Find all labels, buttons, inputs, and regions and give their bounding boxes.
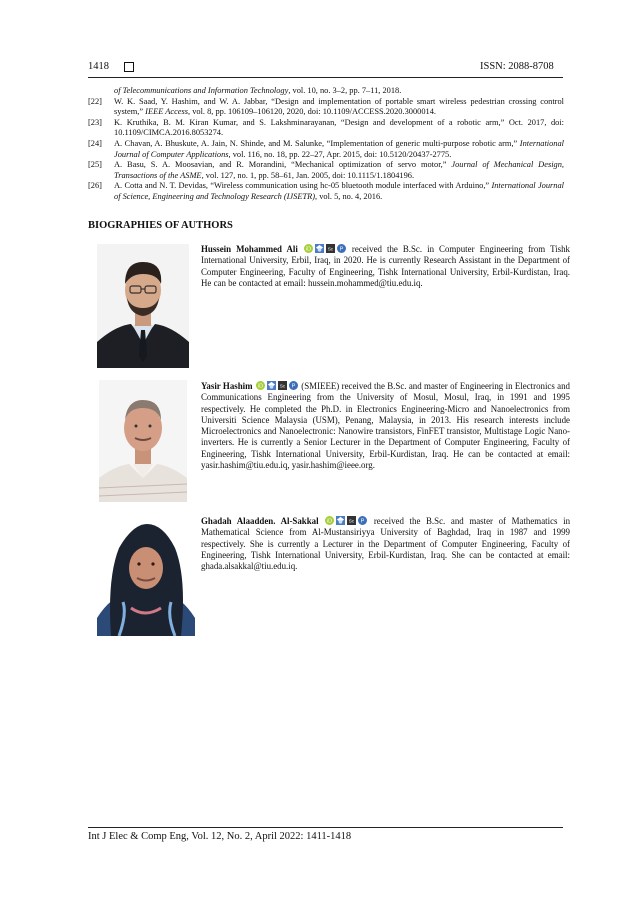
reference-venue: of Telecommunications and Information Technology: [114, 86, 289, 95]
svg-text:iD: iD: [257, 383, 263, 390]
reference-text: , vol. 5, no. 4, 2016.: [315, 191, 383, 201]
profile-icons: [255, 381, 299, 391]
issn: ISSN: 2088-8708: [480, 61, 554, 72]
reference-text: A. Cotta and N. T. Devidas, “Wireless communication using hc-05 bluetooth module interfaced with Arduino,”: [114, 181, 492, 191]
svg-text:Sc: Sc: [279, 383, 286, 389]
svg-text:iD: iD: [305, 246, 311, 253]
reference-venue: International Journal of Science, Engineering and Technology Research (IJSETR): [114, 181, 564, 201]
publons-icon[interactable]: [288, 381, 299, 391]
page-number: 1418: [88, 61, 109, 72]
footer-citation: Int J Elec & Comp Eng, Vol. 12, No. 2, April 2022: 1411-1418: [88, 831, 352, 842]
author-name: Yasir Hashim: [201, 381, 253, 391]
reference-text: , vol. 8, pp. 106109–106120, 2020, doi: 10.1109/ACCESS.2020.3000014.: [188, 107, 436, 117]
profile-icons: [303, 244, 347, 254]
author-photo-hussein: [97, 244, 189, 368]
reference-text: K. Kruthika, B. M. Kiran Kumar, and S. Lakshminarayanan, “Design and development of a robotic arm,” Oct. 2017, doi: 10.1109/CIMCA.2016.8053274.: [114, 117, 564, 138]
header-rule: [88, 77, 563, 78]
author-bio-hussein: [201, 244, 570, 289]
svg-text:Sc: Sc: [349, 518, 355, 524]
reference-text: , vol. 116, no. 18, pp. 22–27, Apr. 2015, doi: 10.5120/20437-2775.: [228, 149, 452, 159]
author-bio-text: (SMIEEE) received the B.Sc. and master of Engineering in Electronics and Communications Engineering from the University of Mosul, Mosul, Iraq, in 1991 and 1995 respectively. He completed the Ph.D. in Electronics Engineering-Micro and Nanoelectronics from Universiti Science Malaysia (USM), Penang, Malaysia, in 2013. His research interests include Microelectronics and Nanoelectronic: Nanowire transistors, FinFET transistor, Multistage Logic Nano-inverters. He is currently a Senior Lecturer in the Department of Computer Engineering, Faculty of Engineering, Tishk International University, Erbil-Kurdistan, Iraq. He can be contacted at email: yasir.hashim@tiu.edu.iq, yasir.hashim@ieee.org.: [201, 381, 570, 471]
svg-text:iD: iD: [327, 518, 333, 525]
reference-item: [88, 97, 564, 118]
author-name: Hussein Mohammed Ali: [201, 244, 298, 254]
scholar-icon[interactable]: [314, 244, 325, 254]
author-bio-text: received the B.Sc. and master of Mathematics in Mathematical Science from Al-Mustansiriyya University of Baghdad, Iraq in 1987 and 1999 respectively. She is currently a Lecturer in the Department of Computer Engineering, Faculty of Engineering, Tishk International University, Erbil-Kurdistan, Iraq. She can be contacted at email: ghada.alsakkal@tiu.edu.iq.: [201, 516, 571, 572]
reference-text: A. Chavan, A. Bhuskute, A. Jain, N. Shinde, and M. Salunke, “Implementation of generic multi-purpose robotic arm,”: [114, 138, 520, 148]
reference-item: [88, 118, 564, 139]
reference-venue: International Journal of Computer Applications: [114, 138, 564, 159]
scopus-icon[interactable]: [325, 244, 336, 254]
reference-number: [22]: [88, 96, 102, 106]
orcid-icon[interactable]: [255, 381, 266, 391]
reference-number: [25]: [88, 160, 102, 170]
scopus-icon[interactable]: [277, 381, 288, 391]
checkbox-square-icon: [124, 62, 134, 72]
reference-item: [88, 139, 564, 160]
author-photo-yasir: [99, 380, 187, 502]
footer-rule: [88, 827, 563, 828]
orcid-icon[interactable]: [324, 516, 335, 526]
scholar-icon[interactable]: [266, 381, 277, 391]
reference-text: , vol. 127, no. 1, pp. 58–61, Jan. 2005, doi: 10.1115/1.1804196.: [201, 170, 415, 180]
reference-venue: Journal of Mechanical Design, Transactions of the ASME: [114, 160, 564, 180]
author-bio-text: received the B.Sc. in Computer Engineering from Tishk International University, Erbil, Iraq, in 2020. He is currently Research Assistant in the Department of Computer Engineering, Faculty of Engineering, Tishk International University, Erbil-Kurdistan, Iraq. He can be contacted at email: hussein.mohammed@tiu.edu.iq.: [201, 244, 570, 288]
reference-text: W. K. Saad, Y. Hashim, and W. A. Jabbar, “Design and implementation of portable smart wireless pedestrian crossing control system,”: [114, 96, 564, 117]
scholar-icon[interactable]: [335, 516, 346, 526]
author-bio-ghadah: [201, 516, 570, 572]
publons-icon[interactable]: [336, 244, 347, 254]
svg-text:Sc: Sc: [327, 246, 334, 252]
reference-item: [88, 181, 564, 202]
section-title: BIOGRAPHIES OF AUTHORS: [88, 220, 233, 231]
reference-text: A. Basu, S. A. Moosavian, and R. Morandini, “Mechanical optimization of servo motor,”: [114, 160, 452, 170]
author-bio-yasir: [201, 381, 570, 471]
author-name: Ghadah Alaadden. Al-Sakkal: [201, 516, 319, 526]
scopus-icon[interactable]: [346, 516, 357, 526]
reference-item: [88, 160, 564, 181]
svg-text:P: P: [360, 518, 365, 525]
reference-number: [24]: [88, 138, 102, 148]
reference-item: [88, 86, 564, 97]
reference-number: [26]: [88, 181, 102, 191]
reference-venue: IEEE Access: [145, 107, 189, 117]
profile-icons: [324, 516, 368, 526]
reference-text: , vol. 10, no. 3–2, pp. 7–11, 2018.: [288, 86, 402, 95]
svg-text:P: P: [291, 383, 296, 390]
svg-text:P: P: [339, 246, 344, 253]
reference-list: [88, 86, 564, 203]
orcid-icon[interactable]: [303, 244, 314, 254]
author-photo-ghadah: [97, 518, 195, 636]
reference-number: [23]: [88, 117, 102, 127]
publons-icon[interactable]: [357, 516, 368, 526]
